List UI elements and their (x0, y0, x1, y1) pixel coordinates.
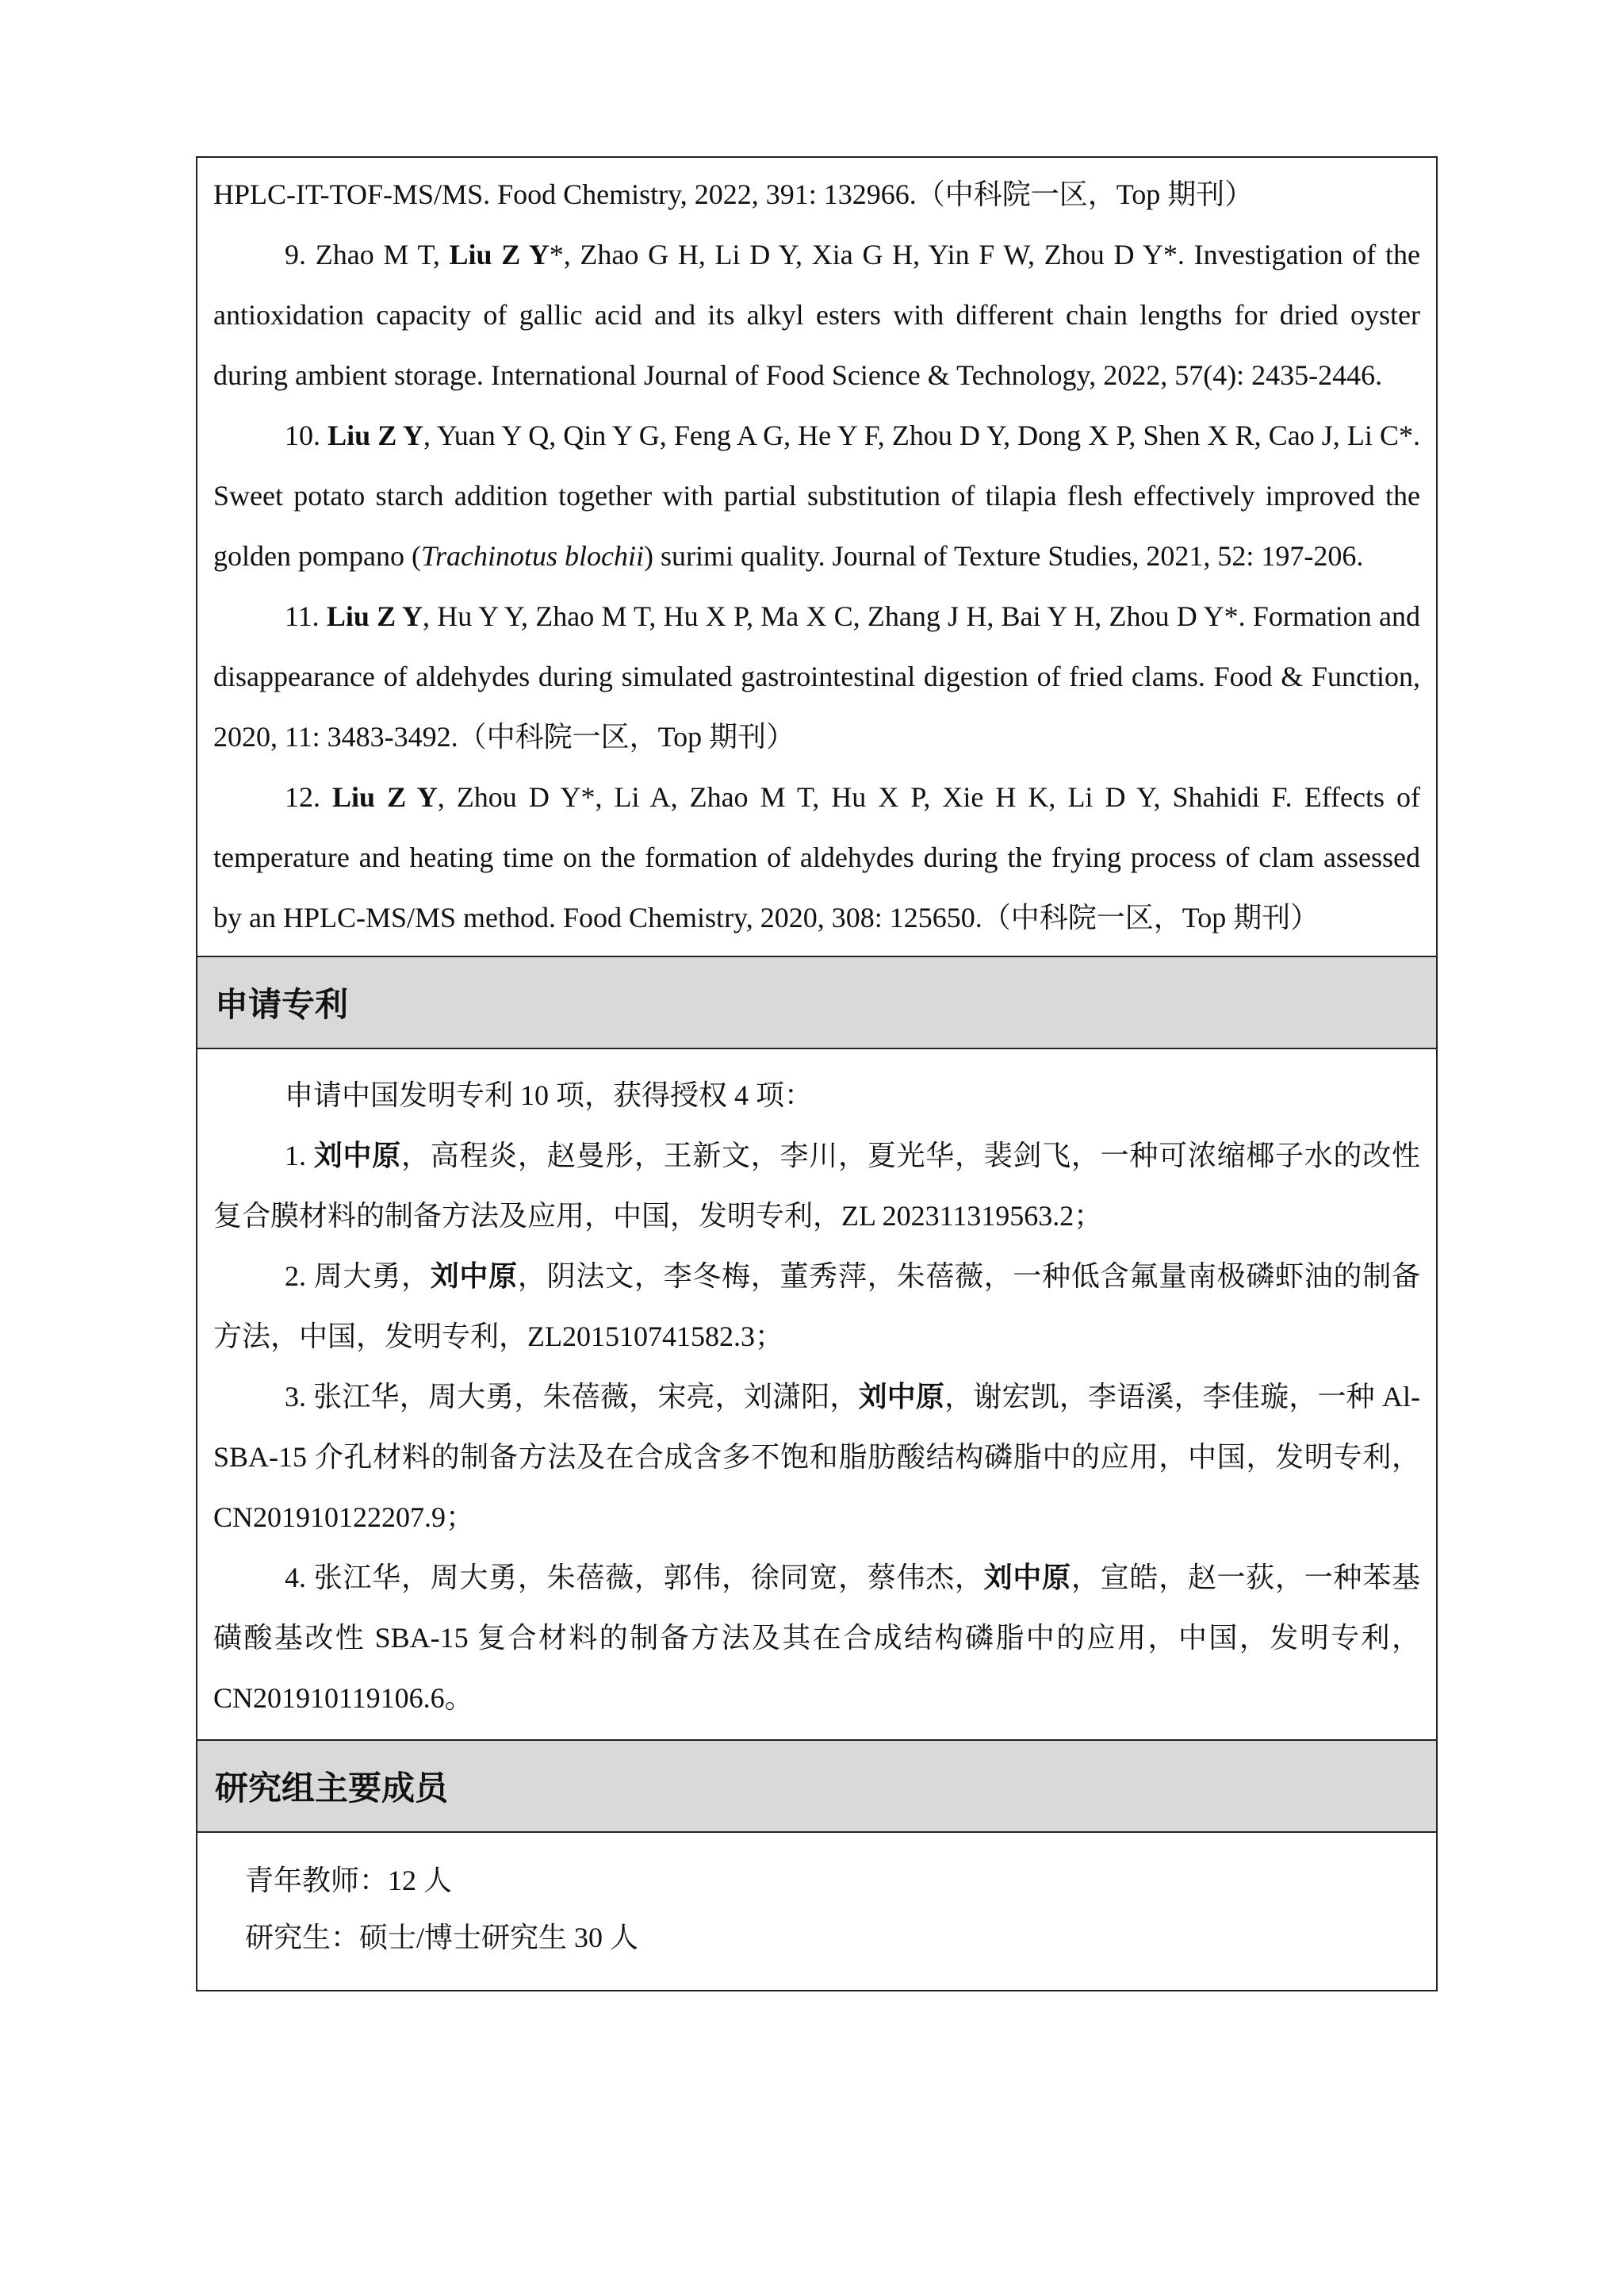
patent-item-2: 2. 周大勇，刘中原，阴法文，李冬梅，董秀萍，朱蓓薇，一种低含氟量南极磷虾油的制备方法，中国，发明专利，ZL201510741582.3； (213, 1260, 1420, 1352)
members-teachers: 青年教师：12 人 (245, 1865, 453, 1896)
paper-12: 12. Liu Z Y, Zhou D Y*, Li A, Zhao M T, Hu X P, Xie H K, Li D Y, Shahidi F. Effects of temperature and heating time on the formation of aldehydes during the frying process of clam assessed by an HPLC-MS/MS method. Food Chemistry, 2020, 308: 125650.（中科院一区，Top 期刊） (213, 781, 1421, 933)
members-header: 研究组主要成员 (197, 1739, 1436, 1833)
paper-11: 11. Liu Z Y, Hu Y Y, Zhao M T, Hu X P, Ma X C, Zhang J H, Bai Y H, Zhou D Y*. Formation and disappearance of aldehydes during simulated gastrointestinal digestion of fried clams. Food & Function, 2020, 11: 3483-3492.（中科院一区，Top 期刊） (213, 600, 1420, 753)
paper-9: 9. Zhao M T, Liu Z Y*, Zhao G H, Li D Y, Xia G H, Yin F W, Zhou D Y*. Investigation of the antioxidation capacity of gallic acid and its alkyl esters with different chain lengths for dried oyster during ambient storage. International Journal of Food Science & Technology, 2022, 57(4): 2435-2446. (213, 239, 1420, 391)
patent-item-3: 3. 张江华，周大勇，朱蓓薇，宋亮，刘潇阳，刘中原，谢宏凯，李语溪，李佳璇，一种 Al-SBA-15 介孔材料的制备方法及在合成含多不饱和脂肪酸结构磷脂中的应用，中国，发明专利，CN201910122207.9； (213, 1381, 1420, 1533)
patent-item-4: 4. 张江华，周大勇，朱蓓薇，郭伟，徐同宽，蔡伟杰，刘中原，宣皓，赵一荻，一种苯基磺酸基改性 SBA-15 复合材料的制备方法及其在合成结构磷脂中的应用，中国，发明专利，CN201910119106.6。 (213, 1562, 1420, 1714)
patents-section (197, 1049, 1436, 1739)
patent-item-1: 1. 刘中原，高程炎，赵曼彤，王新文，李川，夏光华，裴剑飞，一种可浓缩椰子水的改性复合膜材料的制备方法及应用，中国，发明专利，ZL 202311319563.2； (213, 1140, 1420, 1232)
patents-header: 申请专利 (197, 956, 1436, 1049)
paper-10: 10. Liu Z Y, Yuan Y Q, Qin Y G, Feng A G, He Y F, Zhou D Y, Dong X P, Shen X R, Cao J, Li C*. Sweet potato starch addition together with partial substitution of tilapia flesh effectively improved the golden pompano (Trachinotus blochii) surimi quality. Journal of Texture Studies, 2021, 52: 197-206. (213, 420, 1420, 572)
paper-8-tail: HPLC-IT-TOF-MS/MS. Food Chemistry, 2022, 391: 132966.（中科院一区，Top 期刊） (213, 178, 1254, 210)
members-students: 研究生：硕士/博士研究生 30 人 (245, 1922, 639, 1953)
papers-section (197, 158, 1436, 956)
members-section (197, 1833, 1436, 1990)
patents-intro: 申请中国发明专利 10 项，获得授权 4 项： (285, 1079, 814, 1111)
document-table (196, 156, 1438, 1991)
